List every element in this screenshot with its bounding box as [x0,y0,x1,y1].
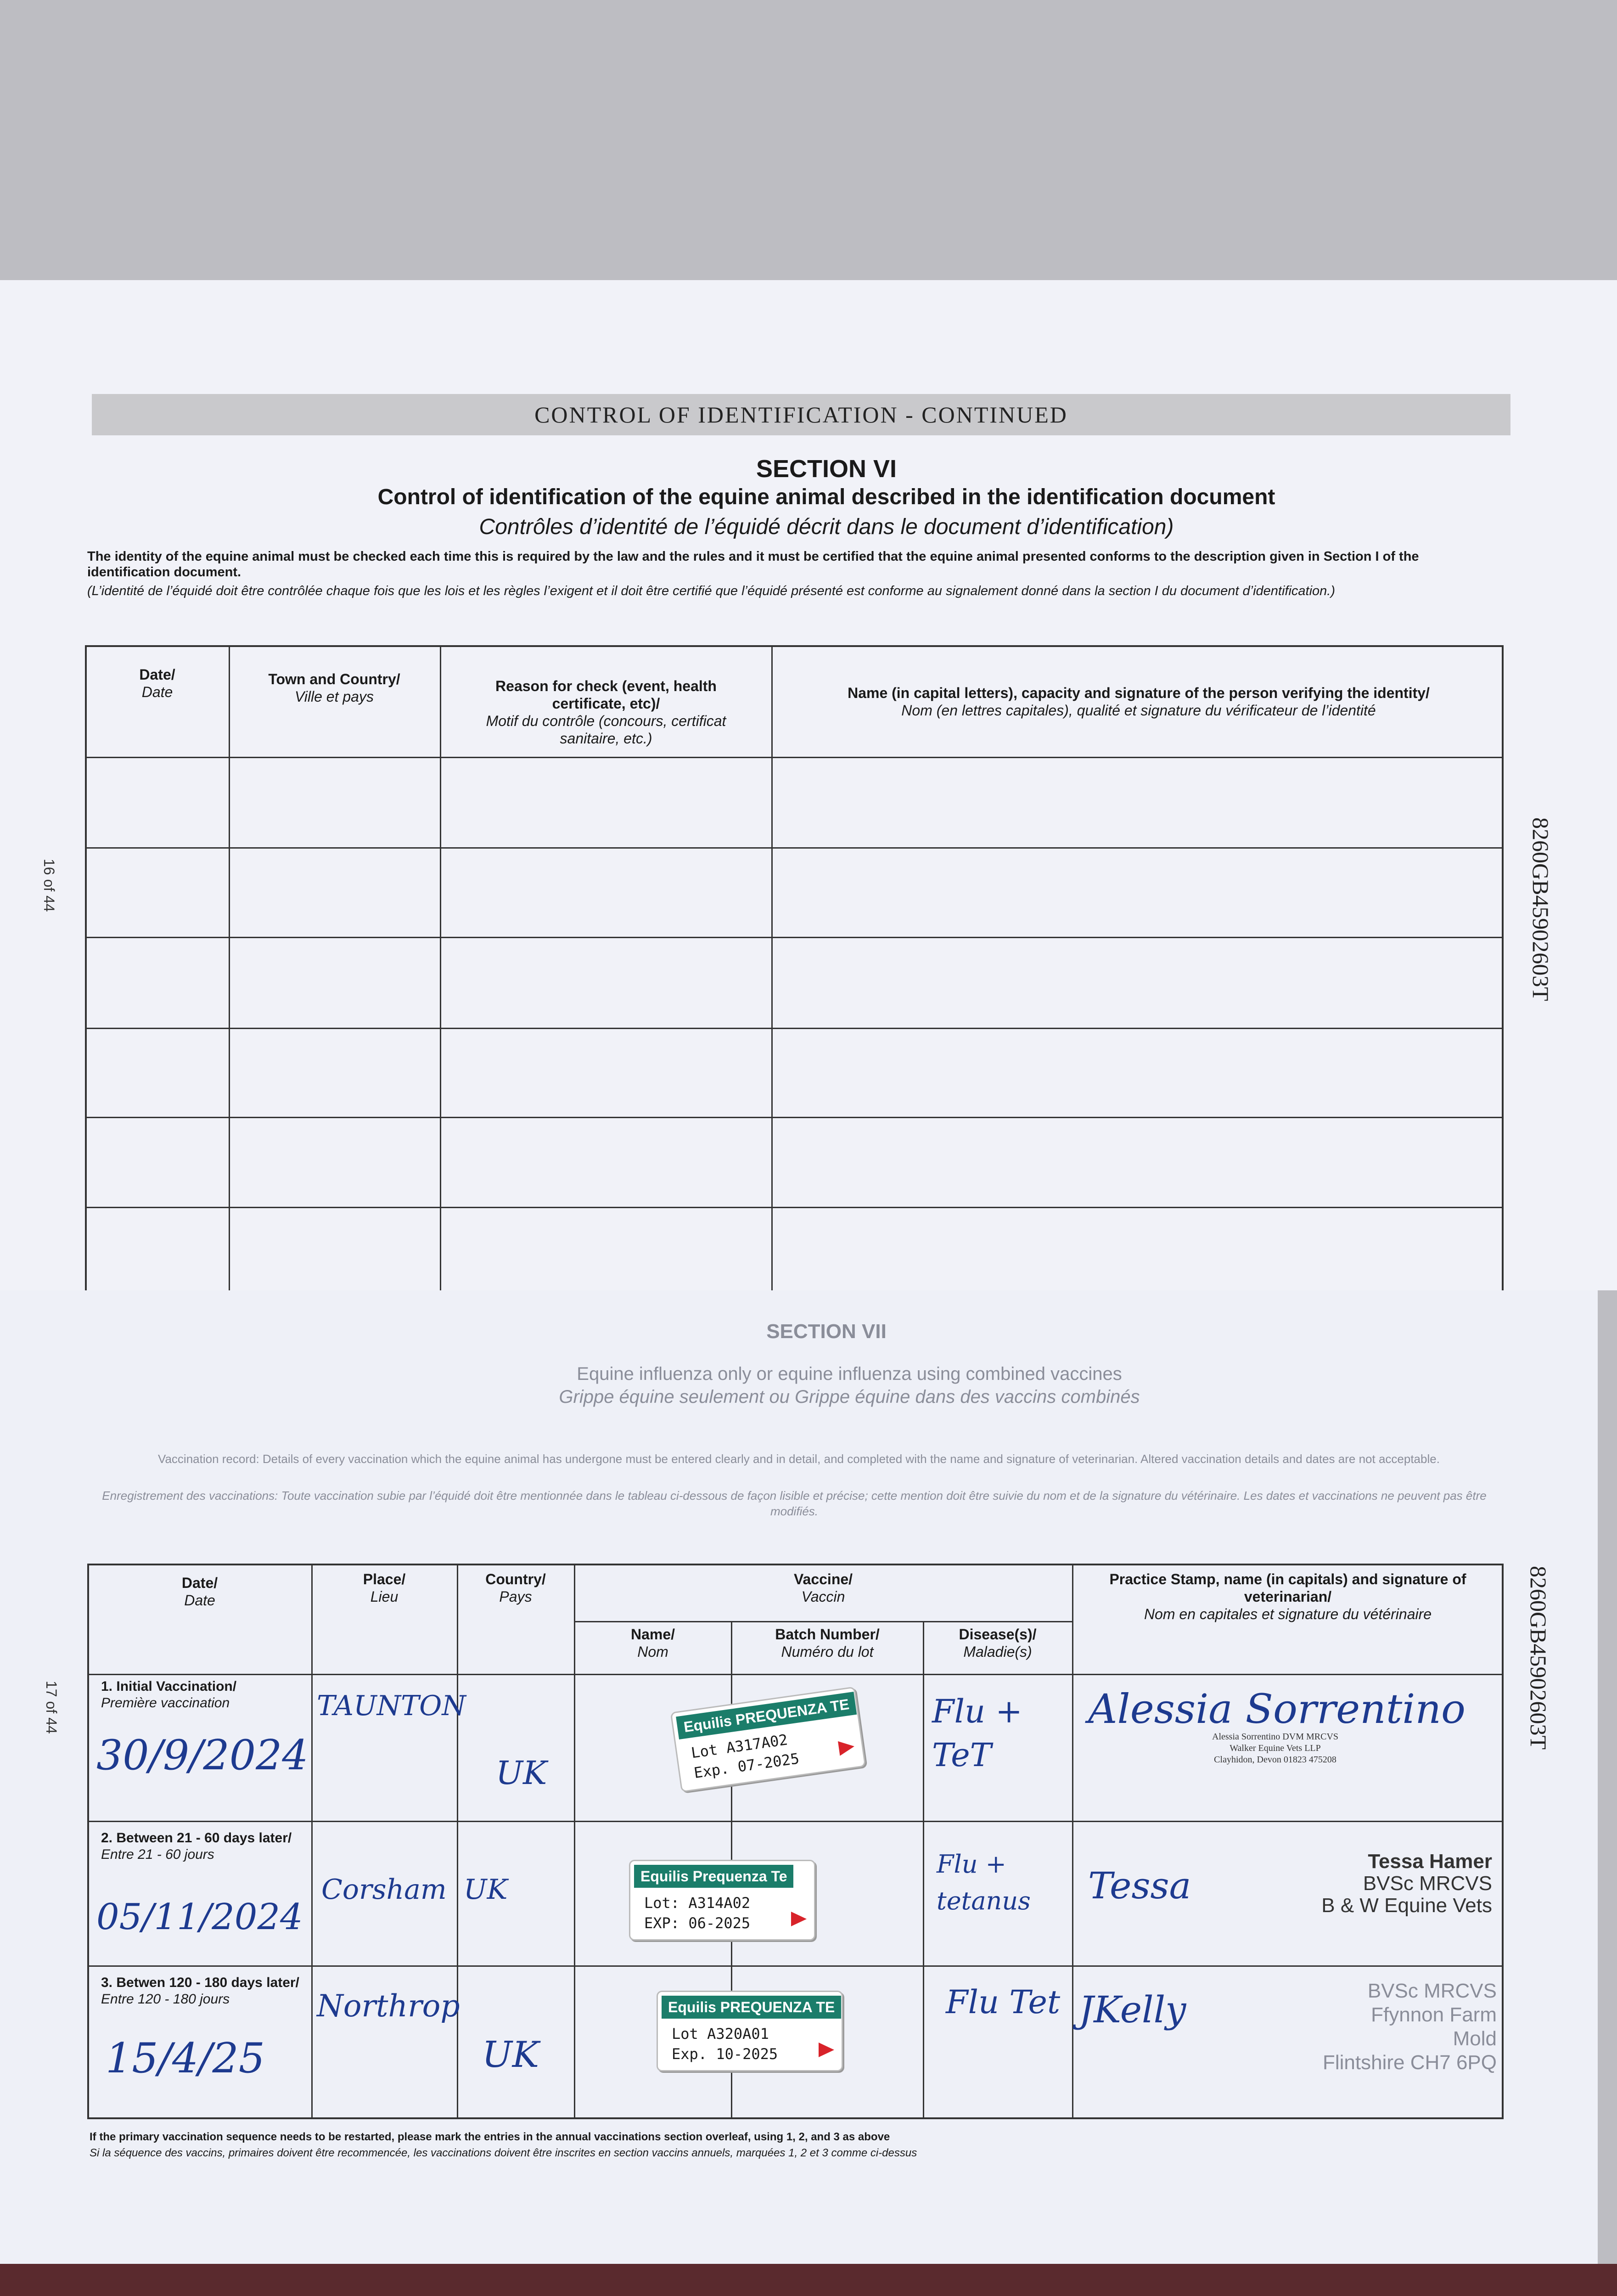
vac-header-stamp: Practice Stamp, name (in capitals) and signature of veterinarian/ Nom en capitales et signature du vétérinaire [1109,1571,1466,1622]
section-vii-title-fr: Grippe équine seulement ou Grippe équine dans des vaccins combinés [559,1387,1140,1407]
footer-note-fr: Si la séquence des vaccins, primaires doivent être recommencée, les vaccinations doivent être inscrites en section vaccins annuels, marquées 1, 2 et 3 comme ci-dessus [90,2147,917,2159]
section-vi-title-fr: Contrôles d’identité de l’équidé décrit dans le document d’identification) [479,515,1174,539]
row1-disease: Flu + TeT [932,1693,1022,1774]
vac-header-disease: Disease(s)/ Maladie(s) [959,1626,1037,1660]
footer-note-en: If the primary vaccination sequence needs to be restarted, please mark the entries in the annual vaccinations section overleaf, using 1, 2, and 3 as above [90,2131,890,2143]
row2-date: 05/11/2024 [96,1896,303,1938]
binder-edge [0,2264,1617,2296]
section-banner: CONTROL OF IDENTIFICATION - CONTINUED [92,394,1510,435]
row3-disease: Flu Tet [946,1983,1061,2021]
row3-place: Northrop [317,1988,460,2024]
row-second-vaccination-label: 2. Between 21 - 60 days later/ Entre 21 - 60 jours [101,1830,292,1862]
vac-header-vaccine: Vaccine/ Vaccin [793,1571,853,1605]
row2-lot: A314A02 [688,1894,751,1912]
row1-place: TAUNTON [317,1690,466,1722]
row1-vet-stamp: Alessia Sorrentino DVM MRCVS Walker Equine Vets LLP Clayhidon, Devon 01823 475208 [1212,1732,1339,1765]
row3-vaccine-sticker: Equilis PREQUENZA TE Lot A320A01 Exp. 10-2025 [657,1991,843,2071]
vac-header-place: Place/ Lieu [363,1571,406,1605]
section-vi-heading: SECTION VI [756,455,897,483]
row3-lot: A320A01 [707,2025,769,2043]
row3-exp: 10-2025 [716,2045,778,2063]
row2-vaccine-sticker: Equilis Prequenza Te Lot: A314A02 EXP: 06-2025 [629,1860,815,1941]
row3-country: UK [482,2034,539,2076]
vac-header-date: Date/ Date [181,1575,218,1609]
row2-signature: Tessa [1088,1864,1191,1907]
section-vii-heading: SECTION VII [766,1320,887,1343]
row1-country: UK [496,1754,547,1792]
section-vii-intro-fr: Enregistrement des vaccinations: Toute vaccination subie par l’équidé doit être mentionnée dans le tableau ci-dessous de façon lisible et précise; cette mention doit être suivie du nom et de la signature du vétérinaire. Les dates et vaccinations ne peuvent pas être modifiés. [102,1489,1487,1518]
col-header-verifier: Name (in capital letters), capacity and signature of the person verifying the identity/ Nom (en lettres capitales), qualité et signature du vérificateur de l’identité [848,685,1430,719]
row-initial-vaccination-label: 1. Initial Vaccination/ Première vaccination [101,1679,237,1711]
row1-date: 30/9/2024 [96,1731,309,1779]
col-header-date: Date/ Date [139,666,175,700]
vac-header-name: Name/ Nom [630,1626,675,1660]
row3-signature: JKelly [1079,1988,1186,2031]
vac-header-batch: Batch Number/ Numéro du lot [775,1626,880,1660]
section-vii-intro-en: Vaccination record: Details of every vaccination which the equine animal has undergone must be entered clearly and in detail, and completed with the name and signature of veterinarian. Altered vaccination details and dates are not acceptable. [158,1452,1440,1466]
vac-header-country: Country/ Pays [485,1571,546,1605]
row3-date: 15/4/25 [106,2034,265,2082]
section-vi-intro-en: The identity of the equine animal must be checked each time this is required by the law and the rules and it must be certified that the equine animal presented conforms to the description given in Section I of the identification document. [87,549,1419,580]
row1-lot: A317A02 [725,1731,789,1757]
section-vi-intro-fr: (L’identité de l’équidé doit être contrôlée chaque fois que les lois et les règles l’exigent et il doit être certifié que l’équidé présenté est conforme au signalement donné dans la section I du document d’identification.) [87,584,1335,598]
document-id-upper: 8260GB45902603T [1528,817,1554,1001]
row3-vet-stamp: BVSc MRCVS Ffynnon Farm Mold Flintshire CH7 6PQ [1322,1980,1497,2074]
section-vi-title-en: Control of identification of the equine animal described in the identification document [377,485,1275,509]
document-id-lower: 8260GB45902603T [1526,1566,1551,1750]
row1-signature: Alessia Sorrentino [1088,1685,1465,1733]
row2-vet-stamp: Tessa Hamer BVSc MRCVS B & W Equine Vets [1321,1850,1492,1917]
row2-place: Corsham [321,1874,447,1906]
row2-disease: Flu + tetanus [937,1850,1031,1915]
page-number-16: 16 of 44 [41,859,57,912]
row-third-vaccination-label: 3. Betwen 120 - 180 days later/ Entre 120 - 180 jours [101,1975,299,2007]
page-number-17: 17 of 44 [43,1681,60,1734]
col-header-reason: Reason for check (event, health certificate, etc)/ Motif du contrôle (concours, certificat sanitaire, etc.) [486,678,726,747]
row1-exp: 07-2025 [736,1750,801,1776]
row2-exp: 06-2025 [688,1914,751,1932]
row2-country: UK [464,1874,508,1906]
col-header-town-country: Town and Country/ Ville et pays [268,671,400,705]
row1-vaccine-sticker: Equilis PREQUENZA TE Lot A317A02 Exp. 07-2025 [670,1687,866,1793]
identity-check-table [85,645,1504,1293]
section-vii-title-en: Equine influenza only or equine influenza using combined vaccines [577,1364,1122,1384]
